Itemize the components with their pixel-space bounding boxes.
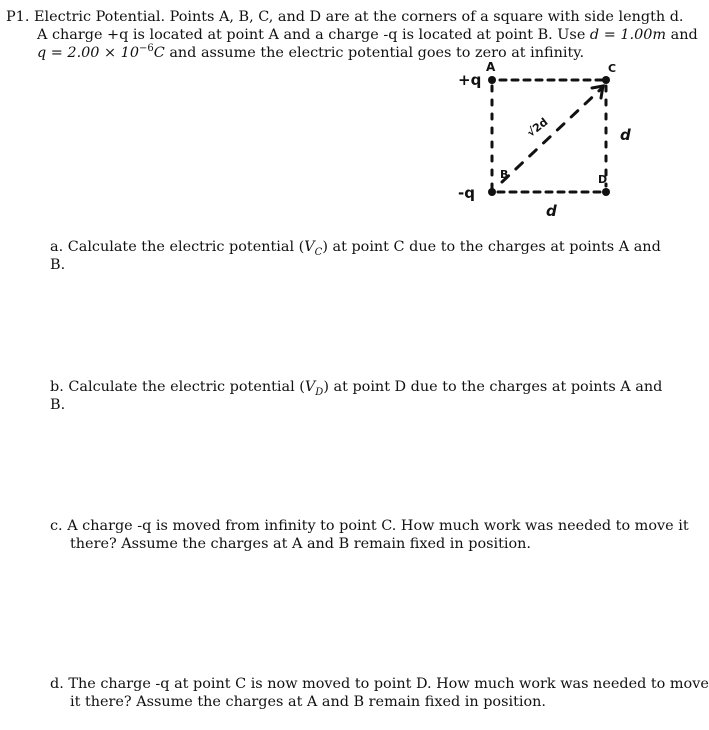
question-a bbox=[50, 238, 670, 274]
point-c-label: C bbox=[608, 62, 617, 75]
question-a-var: V bbox=[304, 239, 315, 255]
question-a-text-before: Calculate the electric potential ( bbox=[67, 239, 305, 255]
dot-d bbox=[602, 188, 610, 196]
q-value: q = 2.00 × 10 bbox=[37, 45, 139, 61]
dot-b bbox=[488, 188, 496, 196]
question-b-sub: D bbox=[315, 386, 324, 398]
question-d-label: d. bbox=[50, 676, 64, 692]
question-b-var: V bbox=[304, 379, 316, 395]
diagonal-arrow-c bbox=[592, 86, 603, 98]
point-d-label: D bbox=[598, 173, 608, 186]
point-b-label: B bbox=[500, 168, 509, 181]
problem-line-3-text: and assume the electric potential goes to zero at infinity. bbox=[169, 45, 585, 61]
question-a-label: a. bbox=[50, 239, 64, 255]
problem-line-1-text: Points A, B, C, and D are at the corners of a square with side length d. bbox=[169, 9, 684, 25]
problem-line-2 bbox=[6, 26, 698, 44]
question-d bbox=[50, 675, 709, 711]
problem-line-2-end: and bbox=[670, 27, 698, 43]
diagonal-label: √2d bbox=[524, 115, 551, 140]
q-exponent: −6 bbox=[138, 43, 154, 55]
question-d-line-2: it there? Assume the charges at A and B remain fixed in position. bbox=[70, 694, 546, 710]
question-b-text-before: Calculate the electric potential ( bbox=[68, 379, 305, 395]
charge-a-label: +q bbox=[458, 71, 482, 89]
question-c-line-1: A charge -q is moved from infinity to point C. How much work was needed to move it bbox=[67, 518, 689, 534]
question-b bbox=[50, 378, 670, 414]
problem-statement bbox=[6, 8, 698, 62]
problem-title: Electric Potential. bbox=[34, 9, 166, 25]
question-b-label: b. bbox=[50, 379, 64, 395]
question-b-text-after: ) at point D due to the charges at points A and B. bbox=[50, 379, 663, 413]
question-d-line-1: The charge -q at point C is now moved to point D. How much work was needed to move bbox=[68, 676, 709, 692]
problem-line-2-text: A charge +q is located at point A and a charge -q is located at point B. Use bbox=[37, 27, 586, 43]
diagonal-bc bbox=[502, 88, 602, 182]
problem-number: P1. bbox=[6, 9, 30, 25]
question-d-first-line bbox=[50, 676, 709, 692]
square-charge-diagram bbox=[440, 58, 650, 228]
question-c-label: c. bbox=[50, 518, 63, 534]
question-c-line-2: there? Assume the charges at A and B remain fixed in position. bbox=[70, 536, 532, 552]
question-c bbox=[50, 517, 689, 553]
dot-c bbox=[602, 76, 610, 84]
side-bottom-label: d bbox=[546, 202, 557, 220]
side-right-label: d bbox=[620, 126, 631, 144]
question-a-text-after: ) at point C due to the charges at points A and B. bbox=[50, 239, 661, 273]
point-a-label: A bbox=[486, 60, 496, 74]
q-unit: C bbox=[153, 45, 165, 61]
charge-b-label: -q bbox=[458, 184, 475, 202]
question-a-sub: C bbox=[314, 246, 323, 258]
question-c-first-line bbox=[50, 518, 689, 534]
problem-line-1 bbox=[6, 8, 684, 26]
dot-a bbox=[488, 76, 496, 84]
d-value: d = 1.00m bbox=[589, 27, 667, 43]
